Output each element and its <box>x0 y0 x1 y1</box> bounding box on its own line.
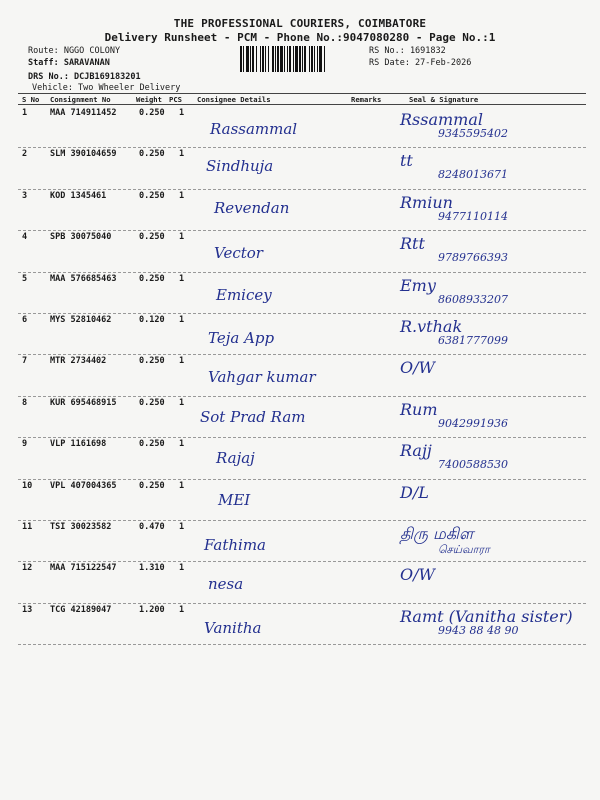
signature-phone: 9943 88 48 90 <box>438 623 519 637</box>
signature-phone: 9345595402 <box>438 127 508 140</box>
consignment-number: SPB 30075040 <box>50 232 112 243</box>
consignment-number: TSI 30023582 <box>50 522 112 532</box>
pieces-count: 1 <box>179 439 185 450</box>
signature-block <box>400 524 490 558</box>
consignment-number: SLM 390104659 <box>50 149 117 160</box>
serial-number: 1 <box>22 108 28 118</box>
weight-value: 0.470 <box>139 522 165 532</box>
pieces-count: 1 <box>179 232 185 243</box>
signature-mark: Ramt (Vanitha sister) <box>400 606 573 626</box>
consignee-handwritten: nesa <box>208 575 244 594</box>
route-label: Route: NGGO COLONY <box>28 46 121 56</box>
table-row <box>0 315 600 355</box>
table-row <box>0 149 600 189</box>
table-row <box>0 274 600 314</box>
pieces-count: 1 <box>179 480 185 491</box>
rs-date: RS Date: 27-Feb-2026 <box>369 58 472 68</box>
pieces-count: 1 <box>179 108 185 118</box>
consignee-handwritten: Rajaj <box>216 449 255 468</box>
consignment-number: KOD 1345461 <box>50 190 107 201</box>
col-pcs: PCS <box>169 95 182 104</box>
table-row <box>0 439 600 479</box>
consignment-number: VLP 1161698 <box>50 439 107 450</box>
header-rule-top <box>18 93 586 94</box>
pieces-count: 1 <box>179 190 185 201</box>
pieces-count: 1 <box>179 563 185 574</box>
serial-number: 2 <box>22 149 28 160</box>
company-title: THE PROFESSIONAL COURIERS, COIMBATORE <box>173 17 427 30</box>
row-divider <box>18 603 586 604</box>
consignee-handwritten: Fathima <box>204 536 266 554</box>
row-divider <box>18 520 586 521</box>
consignment-number: VPL 407004365 <box>50 480 117 491</box>
serial-number: 3 <box>22 190 28 201</box>
vehicle-label: Vehicle: Two Wheeler Delivery <box>32 83 181 93</box>
pieces-count: 1 <box>179 522 185 532</box>
consignee-handwritten: Vanitha <box>204 618 262 637</box>
signature-mark: Rssammal <box>400 110 484 129</box>
table-row <box>0 481 600 521</box>
consignee-handwritten: Emicey <box>216 285 272 304</box>
signature-mark: Rajj <box>400 441 432 461</box>
signature-block <box>400 441 508 471</box>
signature-phone: 9042991936 <box>438 416 508 430</box>
pieces-count: 1 <box>179 149 185 160</box>
signature-block <box>400 151 508 181</box>
weight-value: 1.200 <box>139 604 165 615</box>
signature-mark: D/L <box>400 482 429 502</box>
consignment-number: MAA 714911452 <box>50 108 117 118</box>
row-divider <box>18 354 586 355</box>
table-row <box>0 605 600 645</box>
col-sno: S No <box>22 95 40 104</box>
signature-phone: 6381777099 <box>438 334 508 347</box>
signature-block <box>400 193 508 223</box>
table-row <box>0 191 600 231</box>
signature-block <box>400 110 508 140</box>
signature-block <box>400 358 435 377</box>
serial-number: 12 <box>22 563 33 574</box>
consignee-handwritten: Teja App <box>208 329 275 347</box>
serial-number: 4 <box>22 232 28 243</box>
signature-mark: திரு மகிள <box>400 524 474 543</box>
runsheet-subtitle: Delivery Runsheet - PCM - Phone No.:9047080280 - Page No.:1 <box>104 31 496 44</box>
pieces-count: 1 <box>179 315 185 325</box>
weight-value: 0.250 <box>139 190 165 201</box>
signature-block <box>400 565 435 584</box>
signature-mark: Rtt <box>400 234 425 254</box>
row-divider <box>18 230 586 231</box>
table-row <box>0 232 600 272</box>
weight-value: 0.250 <box>139 356 165 367</box>
col-seal: Seal & Signature <box>409 95 479 104</box>
row-divider <box>18 189 586 190</box>
barcode <box>240 46 365 72</box>
row-divider <box>18 147 586 148</box>
weight-value: 1.310 <box>139 563 165 574</box>
rs-number: RS No.: 1691832 <box>369 46 446 56</box>
weight-value: 0.250 <box>139 149 165 160</box>
consignment-number: MAA 715122547 <box>50 563 117 574</box>
serial-number: 7 <box>22 356 28 367</box>
signature-mark: Emy <box>400 275 436 295</box>
signature-mark: R.vthak <box>400 317 463 336</box>
table-row <box>0 398 600 438</box>
signature-mark: Rmiun <box>400 192 453 212</box>
signature-block <box>400 234 508 264</box>
signature-phone: 9789766393 <box>438 251 508 265</box>
consignment-number: MAA 576685463 <box>50 273 117 284</box>
consignment-number: MYS 52810462 <box>50 315 112 325</box>
signature-phone: 8248013671 <box>438 168 508 182</box>
signature-mark: O/W <box>400 565 435 585</box>
table-row <box>0 522 600 562</box>
signature-block <box>400 400 508 430</box>
serial-number: 13 <box>22 604 33 615</box>
signature-mark: O/W <box>400 358 435 378</box>
consignee-handwritten: MEI <box>218 490 251 509</box>
signature-block <box>400 483 429 502</box>
signature-phone: செய்வாரா <box>438 543 490 556</box>
staff-label: Staff: SARAVANAN <box>28 58 110 68</box>
consignee-handwritten: Sindhuja <box>206 157 274 176</box>
col-weight: Weight <box>136 95 162 104</box>
weight-value: 0.250 <box>139 480 165 491</box>
col-consignee: Consignee Details <box>197 95 271 104</box>
serial-number: 9 <box>22 439 28 450</box>
row-divider <box>18 437 586 438</box>
header-rule-bottom <box>18 104 586 105</box>
serial-number: 6 <box>22 315 28 325</box>
signature-mark: tt <box>400 151 413 171</box>
consignee-handwritten: Rassammal <box>210 120 298 138</box>
serial-number: 8 <box>22 397 28 408</box>
drs-number: DRS No.: DCJB169183201 <box>28 72 141 82</box>
signature-block <box>400 276 508 306</box>
row-divider <box>18 644 586 645</box>
weight-value: 0.250 <box>139 397 165 408</box>
row-divider <box>18 561 586 562</box>
consignment-number: KUR 695468915 <box>50 397 117 408</box>
weight-value: 0.250 <box>139 232 165 243</box>
col-remarks: Remarks <box>351 95 382 104</box>
pieces-count: 1 <box>179 273 185 284</box>
signature-block <box>400 317 508 347</box>
consignment-number: MTR 2734402 <box>50 356 107 367</box>
signature-block <box>400 607 573 637</box>
weight-value: 0.250 <box>139 108 165 118</box>
consignment-number: TCG 42189047 <box>50 604 112 615</box>
table-row <box>0 356 600 396</box>
signature-phone: 7400588530 <box>438 458 508 472</box>
signature-phone: 8608933207 <box>438 292 508 306</box>
consignee-handwritten: Vahgar kumar <box>208 368 316 387</box>
pieces-count: 1 <box>179 356 185 367</box>
weight-value: 0.250 <box>139 439 165 450</box>
serial-number: 11 <box>22 522 33 532</box>
table-row <box>0 108 600 148</box>
weight-value: 0.250 <box>139 273 165 284</box>
weight-value: 0.120 <box>139 315 165 325</box>
pieces-count: 1 <box>179 397 185 408</box>
signature-mark: Rum <box>400 399 438 419</box>
row-divider <box>18 479 586 480</box>
consignee-handwritten: Vector <box>214 244 263 263</box>
table-row <box>0 563 600 603</box>
row-divider <box>18 396 586 397</box>
row-divider <box>18 272 586 273</box>
consignee-handwritten: Sot Prad Ram <box>200 407 306 426</box>
pieces-count: 1 <box>179 604 185 615</box>
row-divider <box>18 313 586 314</box>
signature-phone: 9477110114 <box>438 209 508 223</box>
serial-number: 10 <box>22 480 33 491</box>
serial-number: 5 <box>22 273 28 284</box>
col-consignment: Consignment No <box>50 95 111 104</box>
consignee-handwritten: Revendan <box>214 198 290 217</box>
